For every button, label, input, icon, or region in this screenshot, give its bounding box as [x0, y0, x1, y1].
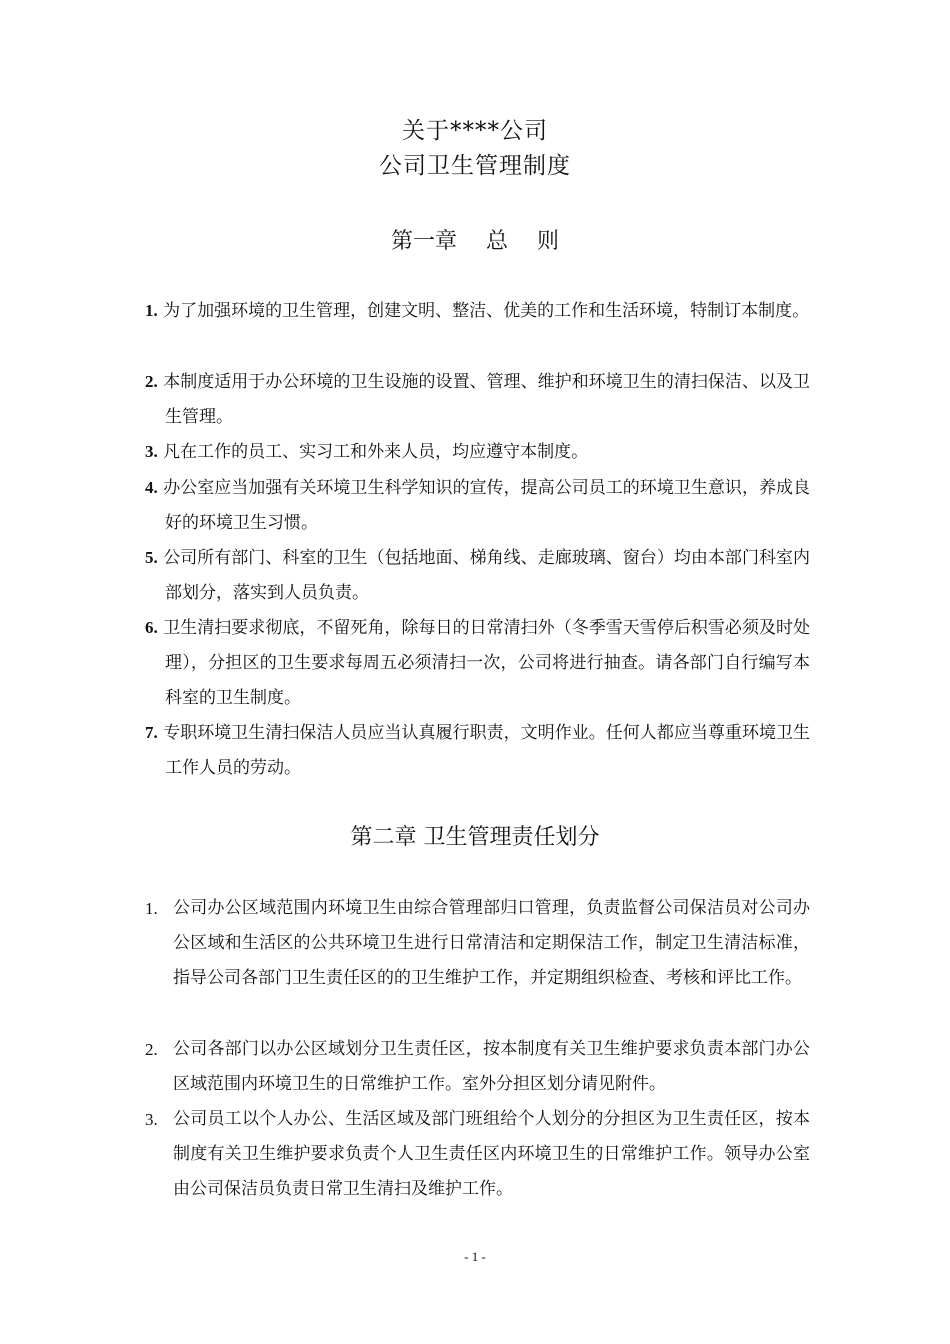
- item-number: 1.: [145, 899, 158, 918]
- item-text: 本制度适用于办公环境的卫生设施的设置、管理、维护和环境卫生的清扫保洁、以及卫生管理。: [163, 372, 811, 427]
- item-number: 4.: [145, 478, 158, 497]
- item-number: 2.: [145, 1040, 158, 1059]
- page-number: - 1 -: [464, 1249, 486, 1264]
- chapter2-item-3: [145, 1102, 810, 1207]
- item-text: 公司所有部门、科室的卫生（包括地面、梯角线、走廊玻璃、窗台）均由本部门科室内部划分，落实到人员负责。: [163, 548, 811, 603]
- item-number: 6.: [145, 618, 158, 637]
- document-title-line2: 公司卫生管理制度: [379, 153, 571, 179]
- document-title-line1: 关于****公司: [402, 118, 548, 144]
- item-text: 为了加强环境的卫生管理，创建文明、整洁、优美的工作和生活环境，特制订本制度。: [163, 301, 810, 321]
- chapter1-item-6: [145, 610, 810, 716]
- item-text: 卫生清扫要求彻底，不留死角，除每日的日常清扫外（冬季雪天雪停后积雪必须及时处理），分担区的卫生要求每周五必须清扫一次，公司将进行抽查。请各部门自行编写本科室的卫生制度。: [163, 618, 811, 708]
- item-number: 1.: [145, 301, 158, 320]
- item-text: 公司各部门以办公区域划分卫生责任区，按本制度有关卫生维护要求负责本部门办公区域范围内环境卫生的日常维护工作。室外分担区划分请见附件。: [173, 1039, 810, 1094]
- chapter2-heading: 第二章 卫生管理责任划分: [350, 825, 600, 850]
- item-text: 专职环境卫生清扫保洁人员应当认真履行职责，文明作业。任何人都应当尊重环境卫生工作人员的劳动。: [163, 723, 811, 778]
- chapter1-item-5: [145, 540, 810, 611]
- item-text: 公司办公区域范围内环境卫生由综合管理部归口管理，负责监督公司保洁员对公司办公区域和生活区的公共环境卫生进行日常清洁和定期保洁工作，制定卫生清洁标准，指导公司各部门卫生责任区的的卫生维护工作，并定期组织检查、考核和评比工作。: [173, 898, 810, 988]
- item-number: 3.: [145, 1110, 158, 1129]
- item-number: 5.: [145, 548, 158, 567]
- chapter1-item-1: [145, 293, 810, 329]
- item-text: 凡在工作的员工、实习工和外来人员，均应遵守本制度。: [163, 442, 589, 462]
- item-text: 公司员工以个人办公、生活区域及部门班组给个人划分的分担区为卫生责任区，按本制度有关卫生维护要求负责个人卫生责任区内环境卫生的日常维护工作。领导办公室由公司保洁员负责日常卫生清扫及维护工作。: [173, 1109, 810, 1199]
- chapter1-item-7: [145, 715, 810, 786]
- chapter1-item-4: [145, 470, 810, 541]
- chapter1-item-3: [145, 434, 810, 470]
- chapter1-item-2: [145, 364, 810, 435]
- chapter2-item-1: [145, 891, 810, 996]
- item-number: 3.: [145, 442, 158, 461]
- item-number: 2.: [145, 372, 158, 391]
- item-text: 办公室应当加强有关环境卫生科学知识的宣传，提高公司员工的环境卫生意识，养成良好的环境卫生习惯。: [163, 478, 811, 533]
- chapter1-heading: 第一章 总 则: [391, 229, 559, 254]
- chapter2-item-2: [145, 1032, 810, 1102]
- item-number: 7.: [145, 723, 158, 742]
